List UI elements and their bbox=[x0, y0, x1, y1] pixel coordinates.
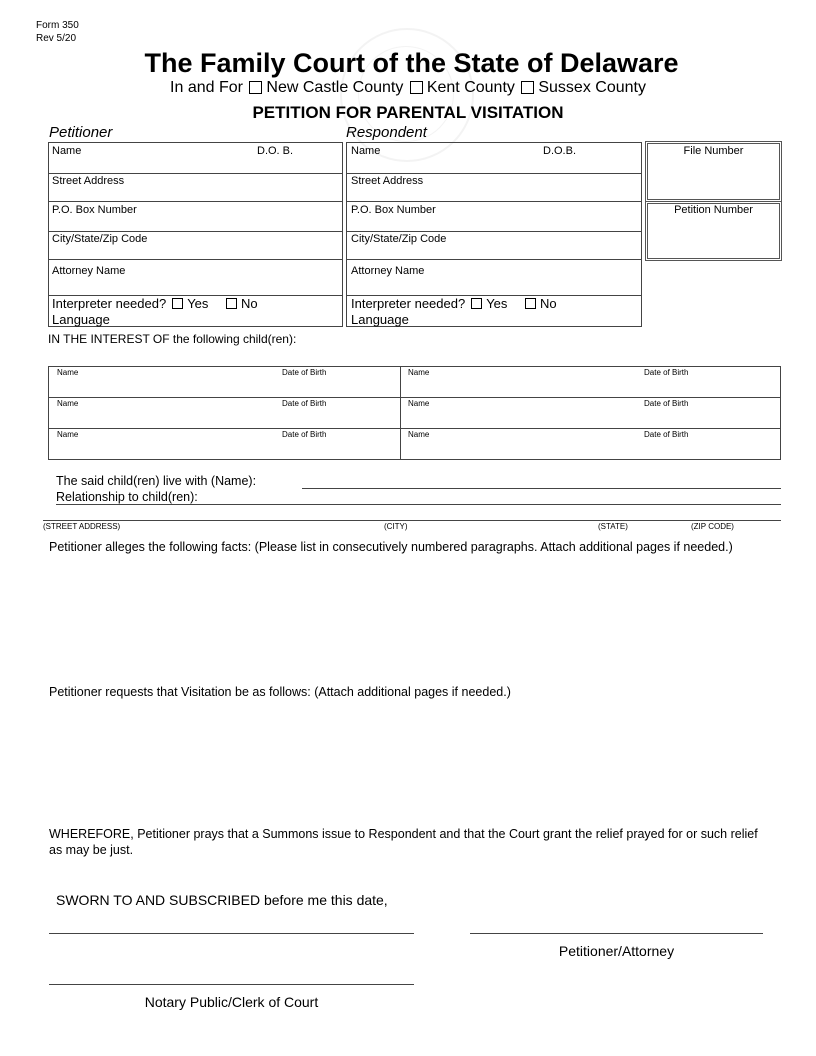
respondent-interpreter-row bbox=[351, 296, 557, 328]
respondent-language-field[interactable]: Language bbox=[351, 312, 409, 327]
facts-instruction: Petitioner alleges the following facts: (Please list in consecutively numbered paragraphs. Attach additional pages if needed.) bbox=[49, 540, 733, 554]
respondent-interpreter-yes-checkbox[interactable] bbox=[471, 298, 482, 309]
state-label: (STATE) bbox=[598, 522, 628, 531]
petitioner-name-field[interactable]: Name bbox=[52, 145, 82, 157]
relationship-line[interactable] bbox=[56, 504, 781, 505]
respondent-name-field[interactable]: Name bbox=[351, 145, 381, 157]
respondent-no-label: No bbox=[540, 296, 557, 311]
petitioner-interpreter-row bbox=[52, 296, 258, 328]
sussex-checkbox[interactable] bbox=[521, 81, 534, 94]
child-3-name[interactable]: Name bbox=[57, 399, 79, 408]
wherefore-clause: WHEREFORE, Petitioner prays that a Summons issue to Respondent and that the Court grant the relief prayed for or such relief as may be just. bbox=[49, 827, 758, 857]
relationship-label: Relationship to child(ren): bbox=[56, 490, 198, 504]
child-4-dob[interactable]: Date of Birth bbox=[644, 399, 689, 408]
notary-signature-line[interactable] bbox=[49, 984, 414, 985]
petitioner-street-field[interactable]: Street Address bbox=[52, 175, 125, 187]
zip-label: (ZIP CODE) bbox=[691, 522, 734, 531]
child-1-dob[interactable]: Date of Birth bbox=[282, 368, 327, 377]
petitioner-language-field[interactable]: Language bbox=[52, 312, 110, 327]
in-and-for-label: In and For bbox=[170, 79, 243, 96]
respondent-attorney-field[interactable]: Attorney Name bbox=[351, 265, 425, 277]
children-intro: IN THE INTEREST OF the following child(ren): bbox=[48, 332, 297, 346]
petitioner-interpreter-yes-checkbox[interactable] bbox=[172, 298, 183, 309]
petitioner-attorney-field[interactable]: Attorney Name bbox=[52, 265, 126, 277]
date-signature-line[interactable] bbox=[49, 933, 414, 934]
street-address-label: (STREET ADDRESS) bbox=[43, 522, 121, 531]
form-revision: Rev 5/20 bbox=[36, 33, 77, 44]
child-4-name[interactable]: Name bbox=[408, 399, 430, 408]
respondent-yes-label: Yes bbox=[486, 296, 508, 311]
respondent-pobox-field[interactable]: P.O. Box Number bbox=[351, 204, 436, 216]
child-1-name[interactable]: Name bbox=[57, 368, 79, 377]
new-castle-label: New Castle County bbox=[266, 79, 404, 96]
sussex-label: Sussex County bbox=[538, 79, 646, 96]
petitioner-attorney-label: Petitioner/Attorney bbox=[558, 943, 675, 959]
county-selector bbox=[0, 79, 816, 97]
petition-title: PETITION FOR PARENTAL VISITATION bbox=[252, 103, 564, 122]
address-line[interactable] bbox=[43, 520, 781, 521]
respondent-dob-field[interactable]: D.O.B. bbox=[543, 145, 577, 157]
kent-checkbox[interactable] bbox=[410, 81, 423, 94]
respondent-interpreter-label: Interpreter needed? bbox=[351, 296, 466, 311]
child-2-name[interactable]: Name bbox=[408, 368, 430, 377]
child-6-dob[interactable]: Date of Birth bbox=[644, 430, 689, 439]
petition-number-label: Petition Number bbox=[674, 204, 753, 216]
child-2-dob[interactable]: Date of Birth bbox=[644, 368, 689, 377]
child-5-dob[interactable]: Date of Birth bbox=[282, 430, 327, 439]
new-castle-checkbox[interactable] bbox=[249, 81, 262, 94]
petitioner-heading: Petitioner bbox=[49, 124, 113, 141]
petitioner-pobox-field[interactable]: P.O. Box Number bbox=[52, 204, 137, 216]
petitioner-dob-field[interactable]: D.O. B. bbox=[257, 145, 294, 157]
sworn-statement: SWORN TO AND SUBSCRIBED before me this date, bbox=[56, 892, 388, 908]
children-table bbox=[48, 366, 781, 460]
petitioner-interpreter-label: Interpreter needed? bbox=[52, 296, 167, 311]
live-with-label: The said child(ren) live with (Name): bbox=[56, 474, 257, 488]
court-title: The Family Court of the State of Delaware bbox=[144, 48, 679, 78]
petitioner-city-field[interactable]: City/State/Zip Code bbox=[52, 233, 148, 245]
visitation-request-instruction: Petitioner requests that Visitation be as follows: (Attach additional pages if needed.) bbox=[49, 685, 511, 699]
kent-label: Kent County bbox=[426, 79, 515, 96]
child-5-name[interactable]: Name bbox=[57, 430, 79, 439]
respondent-street-field[interactable]: Street Address bbox=[351, 175, 424, 187]
city-label: (CITY) bbox=[384, 522, 408, 531]
notary-label: Notary Public/Clerk of Court bbox=[144, 994, 319, 1010]
petitioner-interpreter-no-checkbox[interactable] bbox=[226, 298, 237, 309]
petitioner-no-label: No bbox=[241, 296, 258, 311]
live-with-line[interactable] bbox=[302, 488, 781, 489]
child-6-name[interactable]: Name bbox=[408, 430, 430, 439]
petitioner-yes-label: Yes bbox=[187, 296, 209, 311]
child-3-dob[interactable]: Date of Birth bbox=[282, 399, 327, 408]
respondent-interpreter-no-checkbox[interactable] bbox=[525, 298, 536, 309]
file-number-label: File Number bbox=[683, 145, 744, 157]
respondent-city-field[interactable]: City/State/Zip Code bbox=[351, 233, 447, 245]
respondent-heading: Respondent bbox=[346, 124, 427, 141]
form-number: Form 350 bbox=[36, 20, 79, 31]
petitioner-signature-line[interactable] bbox=[470, 933, 763, 934]
